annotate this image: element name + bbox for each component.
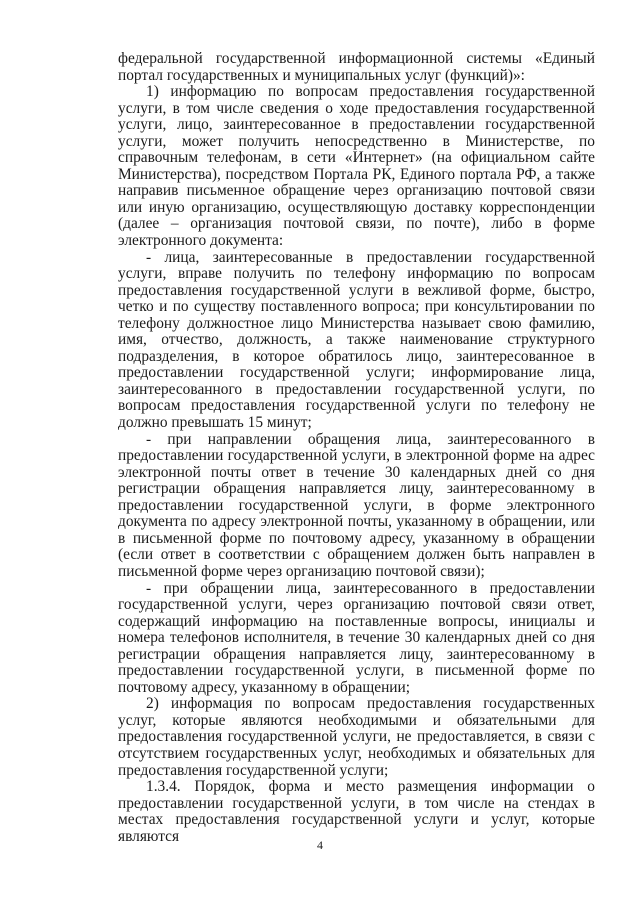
paragraph-dash-post: - при обращении лица, заинтересованного в предоставлении государственной услуги, через организацию почтовой связи ответ, содержащий информацию на поставленные вопросы, инициалы и номера телефонов исполнителя, в течение 30 календарных дней со дня регистрации обращения направляется лицу, заинтересованному в предоставлении государственной услуги, в письменной форме по почтовому адресу, указанному в обращении; <box>118 579 595 696</box>
paragraph-section-1-3-4: 1.3.4. Порядок, форма и место размещения информации о предоставлении государственной услуги, в том числе на стендах в местах предоставления государственной услуги и услуг, которые являются <box>118 778 595 845</box>
page-number: 4 <box>317 838 323 852</box>
paragraph-dash-phone: - лица, заинтересованные в предоставлении государственной услуги, вправе получить по телефону информацию по вопросам предоставления государственной услуги в вежливой форме, быстро, четко и по существу поставленного вопроса; при консультировании по телефону должностное лицо Министерства называет свою фамилию, имя, отчество, должность, а также наименование структурного подразделения, в которое обратилось лицо, заинтересованное в предоставлении государственной услуги; информирование лица, заинтересованного в предоставлении государственной услуги, по вопросам предоставления государственной услуги по телефону не должно превышать 15 минут; <box>118 248 595 432</box>
paragraph-item-2: 2) информация по вопросам предоставления государственных услуг, которые являются необходимыми и обязательными для предоставления государственной услуги, не предоставляется, в связи с отсутствием государственных услуг, необходимых и обязательных для предоставления государственной услуги; <box>118 695 595 779</box>
paragraph-continuation: федеральной государственной информационной системы «Единый портал государственных и муниципальных услуг (функций)»: <box>118 50 595 84</box>
paragraph-dash-email: - при направлении обращения лица, заинтересованного в предоставлении государственной услуги, в электронной форме на адрес электронной почты ответ в течение 30 календарных дней со дня регистрации обращения направляется лицу, заинтересованному в предоставлении государственной услуги, в форме электронного документа по адресу электронной почты, указанному в обращении, или в письменной форме по почтовому адресу, указанному в обращении (если ответ в соответствии с обращением должен быть направлен в письменной форме через организацию почтовой связи); <box>118 430 595 580</box>
document-body <box>118 51 595 845</box>
paragraph-item-1: 1) информацию по вопросам предоставления государственной услуги, в том числе сведения о ходе предоставления государственной услуги, лицо, заинтересованное в предоставлении государственной услуги, может получить непосредственно в Министерстве, по справочным телефонам, в сети «Интернет» (на официальном сайте Министерства), посредством Портала РК, Единого портала РФ, а также направив письменное обращение через организацию почтовой связи или иную организацию, осуществляющую доставку корреспонденции (далее – организация почтовой связи, по почте), либо в форме электронного документа: <box>118 83 595 250</box>
